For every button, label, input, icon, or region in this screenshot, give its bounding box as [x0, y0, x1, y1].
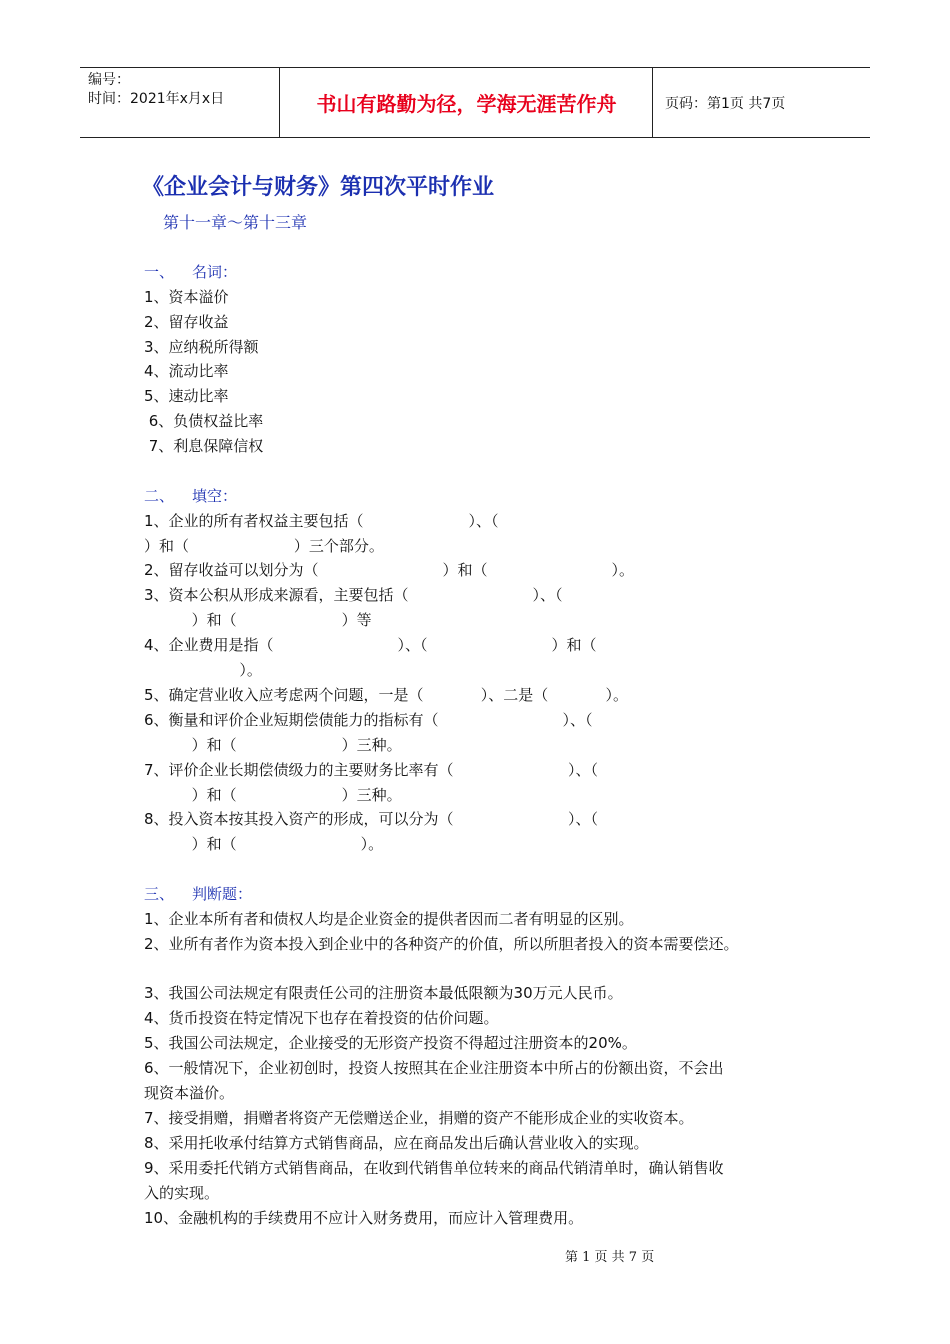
header-motto: 书山有路勤为径，学海无涯苦作舟	[281, 68, 653, 137]
judge-line: 10、金融机构的手续费用不应计入财务费用，而应计入管理费用。	[144, 1209, 584, 1227]
judge-line: 4、货币投资在特定情况下也存在着投资的估价问题。	[144, 1009, 499, 1027]
list-item: 7、利息保障信权	[144, 437, 264, 455]
judge-line: 6、一般情况下，企业初创时，投资人按照其在企业注册资本中所占的份额出资，不会出	[144, 1059, 724, 1077]
judge-line: 入的实现。	[144, 1184, 220, 1202]
list-item: 2、留存收益	[144, 313, 229, 331]
judge-line: 3、我国公司法规定有限责任公司的注册资本最低限额为30万元人民币。	[144, 984, 623, 1002]
fill-blank-line: 3、资本公积从形成来源看，主要包括（ ）、（	[144, 586, 563, 604]
section-heading-terms	[144, 261, 237, 282]
judge-line: 1、企业本所有者和债权人均是企业资金的提供者因而二者有明显的区别。	[144, 910, 634, 928]
fill-blank-line: ）和（ ）三种。	[144, 736, 402, 754]
fill-blank-line: ）。	[144, 661, 262, 679]
judge-line: 5、我国公司法规定，企业接受的无形资产投资不得超过注册资本的20%。	[144, 1034, 637, 1052]
section-label: 判断题：	[192, 885, 253, 903]
fill-blank-line: 4、企业费用是指（ ）、（ ）和（	[144, 636, 597, 654]
section-heading-true-false	[144, 883, 252, 904]
document-subtitle: 第十一章～第十三章	[163, 213, 308, 232]
time-label: 时间：2021年x月x日	[88, 91, 225, 107]
list-item: 4、流动比率	[144, 362, 229, 380]
document-title: 《企业会计与财务》第四次平时作业	[142, 174, 495, 200]
fill-blank-line: 8、投入资本按其投入资产的形成，可以分为（ ）、（	[144, 810, 598, 828]
list-item: 3、应纳税所得额	[144, 338, 259, 356]
fill-blank-line: 1、企业的所有者权益主要包括（ ）、（	[144, 512, 499, 530]
fill-blank-line: 2、留存收益可以划分为（ ）和（ ）。	[144, 561, 634, 579]
list-item: 6、负债权益比率	[144, 412, 264, 430]
header-page-info: 页码：第1页 共7页	[665, 95, 786, 112]
section-number: 一、	[144, 263, 175, 281]
number-label: 编号：	[88, 72, 130, 88]
judge-line: 8、采用托收承付结算方式销售商品，应在商品发出后确认营业收入的实现。	[144, 1134, 649, 1152]
judge-line: 9、采用委托代销方式销售商品，在收到代销售单位转来的商品代销清单时，确认销售收	[144, 1159, 724, 1177]
header-meta-cell	[80, 68, 280, 137]
section-number: 三、	[144, 885, 175, 903]
fill-blank-line: ）和（ ）三种。	[144, 786, 402, 804]
judge-line: 2、业所有者作为资本投入到企业中的各种资产的价值，所以所胆者投入的资本需要偿还。	[144, 935, 739, 953]
judge-line: 现资本溢价。	[144, 1084, 235, 1102]
fill-blank-line: ）和（ ）。	[144, 835, 384, 853]
fill-blank-line: 7、评价企业长期偿债级力的主要财务比率有（ ）、（	[144, 761, 598, 779]
list-item: 5、速动比率	[144, 387, 229, 405]
fill-blank-line: 6、衡量和评价企业短期偿债能力的指标有（ ）、（	[144, 711, 593, 729]
header-table	[80, 67, 870, 138]
fill-blank-line: ）和（ ）等	[144, 611, 372, 629]
fill-blank-line: ）和（ ）三个部分。	[144, 537, 384, 555]
section-number: 二、	[144, 487, 175, 505]
judge-line: 7、接受捐赠，捐赠者将资产无偿赠送企业，捐赠的资产不能形成企业的实收资本。	[144, 1109, 694, 1127]
section-label: 填空：	[192, 487, 238, 505]
fill-blank-line: 5、确定营业收入应考虑两个问题，一是（ ）、二是（ ）。	[144, 686, 628, 704]
section-label: 名词：	[192, 263, 238, 281]
page-footer: 第 1 页 共 7 页	[565, 1250, 655, 1265]
section-heading-fill-blank	[144, 485, 237, 506]
list-item: 1、资本溢价	[144, 288, 229, 306]
